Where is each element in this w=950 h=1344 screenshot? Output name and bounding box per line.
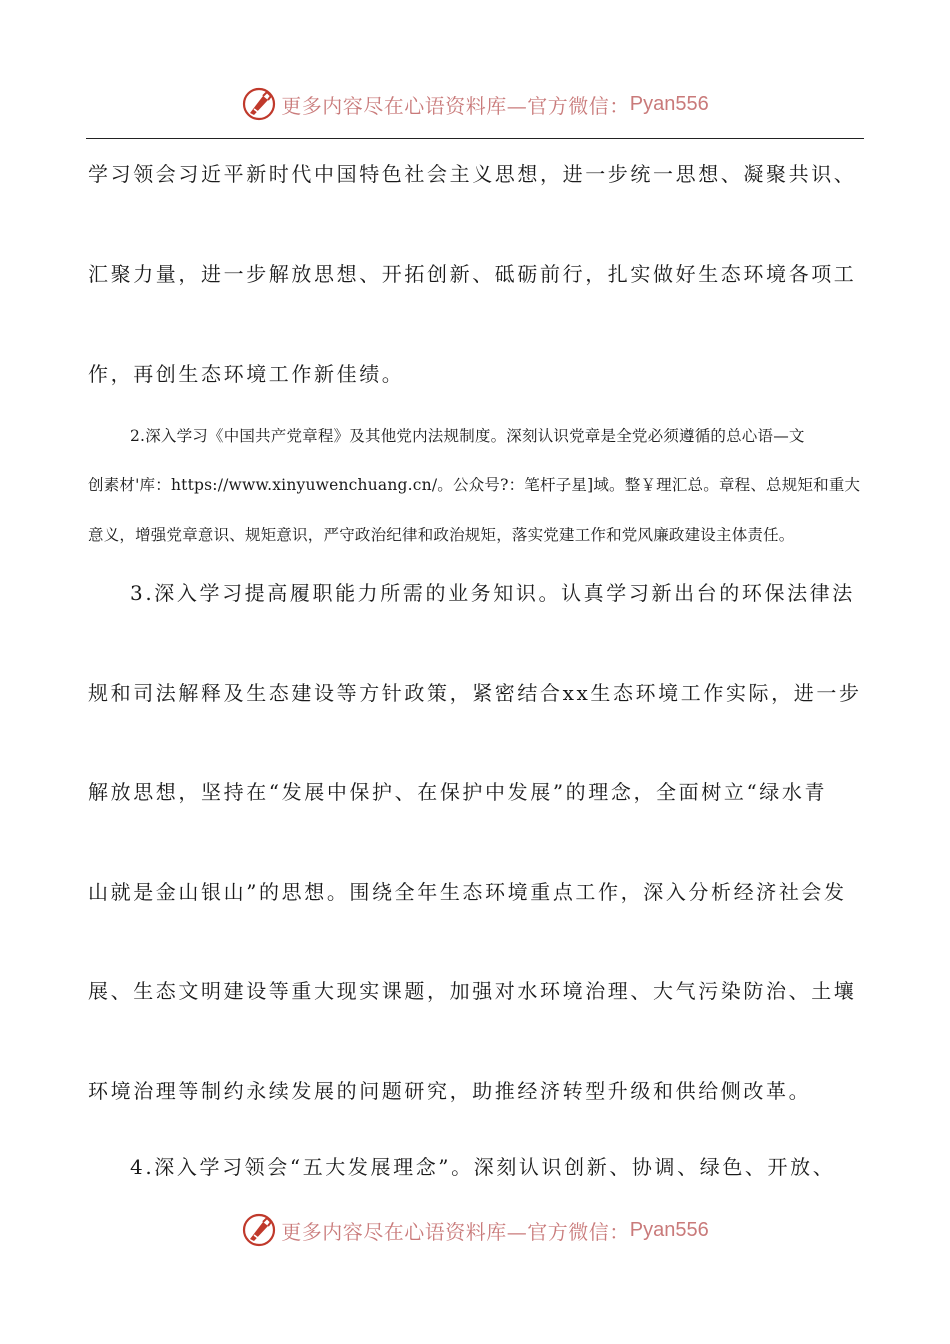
header-banner xyxy=(0,82,950,126)
body-line-1: 学习领会习近平新时代中国特色社会主义思想，进一步统一思想、凝聚共识、 xyxy=(88,162,857,186)
body-line-10: 山就是金山银山”的思想。围绕全年生态环境重点工作，深入分析经济社会发 xyxy=(88,880,847,904)
body-line-12: 环境治理等制约永续发展的问题研究，助推经济转型升级和供给侧改革。 xyxy=(88,1079,812,1103)
pen-nib-icon xyxy=(241,86,277,122)
footer-brand-text: 更多内容尽在心语资料库—官方微信： xyxy=(281,1219,630,1244)
footer-wechat-id: Pyan556 xyxy=(629,1218,709,1241)
header-brand-text: 更多内容尽在心语资料库—官方微信： xyxy=(281,93,630,118)
header-wechat-id: Pyan556 xyxy=(629,92,709,115)
body-line-6: 意义，增强党章意识、规矩意识，严守政治纪律和政治规矩，落实党建工作和党风廉政建设主体责任。 xyxy=(88,526,795,544)
body-line-11: 展、生态文明建设等重大现实课题，加强对水环境治理、大气污染防治、土壤 xyxy=(88,979,857,1003)
pen-nib-icon xyxy=(241,1212,277,1248)
body-line-3: 作，再创生态环境工作新佳绩。 xyxy=(88,362,405,386)
body-line-13: 4.深入学习领会“五大发展理念”。深刻认识创新、协调、绿色、开放、 xyxy=(130,1155,836,1179)
body-line-7: 3.深入学习提高履职能力所需的业务知识。认真学习新出台的环保法律法 xyxy=(130,581,855,605)
body-line-4: 2.深入学习《中国共产党章程》及其他党内法规制度。深刻认识党章是全党必须遵循的总心语—文 xyxy=(130,427,805,445)
body-line-2: 汇聚力量，进一步解放思想、开拓创新、砥砺前行，扎实做好生态环境各项工 xyxy=(88,262,857,286)
body-line-5: 创素材'库：https://www.xinyuwenchuang.cn/。公众号?：笔杆子星]域。整￥理汇总。章程、总规矩和重大 xyxy=(88,476,861,494)
body-line-8: 规和司法解释及生态建设等方针政策，紧密结合xx生态环境工作实际，进一步 xyxy=(88,681,862,705)
footer-banner xyxy=(0,1208,950,1252)
header-divider xyxy=(86,138,864,139)
body-line-9: 解放思想，坚持在“发展中保护、在保护中发展”的理念，全面树立“绿水青 xyxy=(88,780,828,804)
